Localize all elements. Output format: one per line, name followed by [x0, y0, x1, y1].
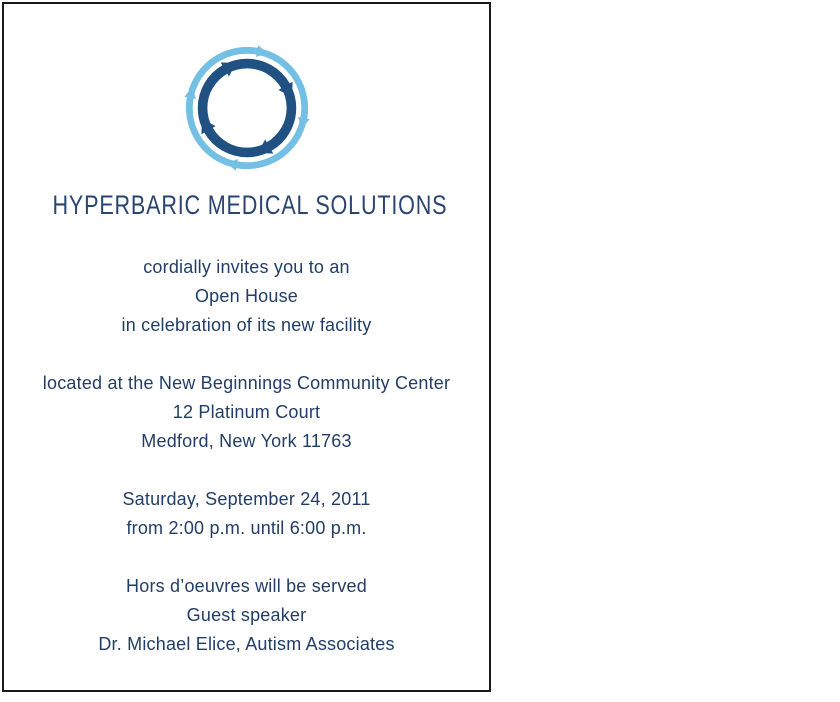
- speaker-name-line: Dr. Michael Elice, Autism Associates: [98, 634, 395, 654]
- light-blue-arrows: [172, 34, 322, 182]
- guest-speaker-label-line: Guest speaker: [186, 605, 307, 625]
- refreshments-line: Hors d’oeuvres will be served: [126, 576, 367, 596]
- details-block: [4, 572, 489, 659]
- logo-container: [4, 34, 489, 182]
- date-time-block: [4, 485, 489, 543]
- invite-line: cordially invites you to an: [143, 257, 350, 277]
- circular-arrows-logo: [172, 34, 322, 182]
- city-state-zip-line: Medford, New York 11763: [141, 431, 352, 451]
- invitation-intro-block: [4, 253, 489, 340]
- invitation-card: [2, 2, 491, 692]
- street-address-line: 12 Platinum Court: [172, 402, 321, 422]
- venue-line: located at the New Beginnings Community Center: [42, 373, 451, 393]
- invite-line: in celebration of its new facility: [121, 315, 372, 335]
- company-name-title: HYPERBARIC MEDICAL SOLUTIONS: [52, 190, 448, 220]
- location-block: [4, 369, 489, 456]
- dark-navy-arrows: [201, 62, 292, 153]
- time-line: from 2:00 p.m. until 6:00 p.m.: [126, 518, 367, 538]
- event-name-line: Open House: [194, 286, 299, 306]
- date-line: Saturday, September 24, 2011: [122, 489, 371, 509]
